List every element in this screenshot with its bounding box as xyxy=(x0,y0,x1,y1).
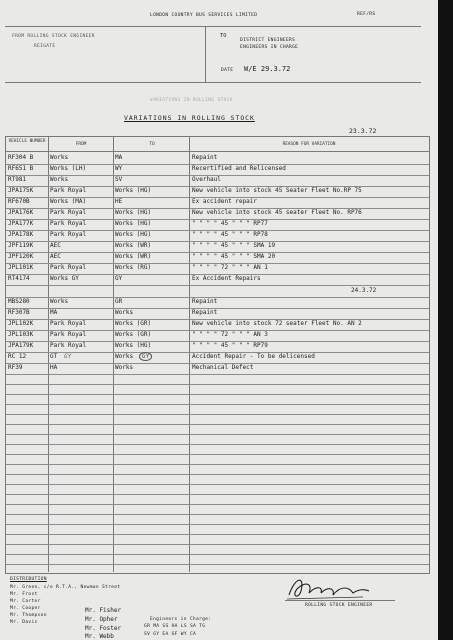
column-header-vehicle: VEHICLE NUMBER xyxy=(8,139,46,144)
cell-reason: " " " " 72 " " " AN 1 xyxy=(192,264,268,271)
cell-vehicle: MBS280 xyxy=(8,298,30,305)
cell-vehicle: RT4174 xyxy=(8,275,30,282)
header-rule-bottom xyxy=(5,82,421,83)
cell-vehicle: RT981 xyxy=(8,176,27,183)
cell-reason: Mechanical Defect xyxy=(192,364,254,371)
date-value: W/E 29.3.72 xyxy=(244,65,291,73)
cell-from: MA xyxy=(50,309,58,316)
cell-to: GY xyxy=(115,275,123,282)
cell-vehicle: JPA175K xyxy=(8,187,34,194)
cell-to: Works xyxy=(115,364,134,371)
cell-reason: Repaint xyxy=(192,298,218,305)
document-title: VARIATIONS IN ROLLING STOCK xyxy=(124,114,255,122)
distribution-item: Mr. Thompson xyxy=(10,613,47,618)
cell-vehicle: JPF119K xyxy=(8,242,34,249)
scan-edge xyxy=(438,0,453,640)
cell-reason: " " " " 72 " " " AN 3 xyxy=(192,331,268,338)
distribution-item: Mr. Frost xyxy=(10,592,38,597)
column-header-from: FROM xyxy=(75,142,87,147)
eic-codes-2: SV GY EA GF WY CA xyxy=(144,632,197,637)
to-label: TO xyxy=(220,33,227,39)
cell-reason: Ex accident repair xyxy=(192,198,258,205)
cell-vehicle: JPA176K xyxy=(8,209,34,216)
cell-vehicle: RF651 B xyxy=(8,165,34,172)
cell-reason: " " " " 45 " " " RP77 xyxy=(192,220,268,227)
header-divider xyxy=(205,26,206,82)
cell-to: Works (WR) xyxy=(115,242,152,249)
cell-to: Works xyxy=(115,353,134,360)
cell-reason: New vehicle into stock 45 Seater Fleet No.RP 75 xyxy=(192,187,362,194)
signature-title: ROLLING STOCK ENGINEER xyxy=(305,603,373,608)
typed-name: Mr. Webb xyxy=(85,633,114,640)
cell-from: Park Royal xyxy=(50,342,87,349)
cell-from: Park Royal xyxy=(50,187,87,194)
date-label: DATE xyxy=(221,68,234,73)
section-date-2: 24.3.72 xyxy=(351,287,377,294)
distribution-item: Mr. Carter xyxy=(10,599,41,604)
cell-vehicle: RF304 B xyxy=(8,154,34,161)
cell-from: Park Royal xyxy=(50,331,87,338)
cell-vehicle: RC 12 xyxy=(8,353,27,360)
cell-reason: Repaint xyxy=(192,154,218,161)
cell-from: Park Royal xyxy=(50,264,87,271)
cell-from: AEC xyxy=(50,242,61,249)
cell-to: Works (HG) xyxy=(115,342,152,349)
eic-codes: GR MA SS HA LS SA TG xyxy=(144,624,206,629)
cell-to: WY xyxy=(115,165,123,172)
eic-label: Engineers in Charge: xyxy=(150,617,212,622)
cell-vehicle: JPA179K xyxy=(8,342,34,349)
cell-vehicle: JPA178K xyxy=(8,231,34,238)
cell-vehicle: JPA177K xyxy=(8,220,34,227)
cell-to: MA xyxy=(115,154,123,161)
reference: REF/RS xyxy=(357,12,376,17)
cell-reason: Overhaul xyxy=(192,176,221,183)
cell-vehicle: JPL103K xyxy=(8,331,34,338)
header-rule xyxy=(5,26,421,27)
section-date-1: 23.3.72 xyxy=(349,127,377,135)
cell-from: Works GY xyxy=(50,275,79,282)
column-header-to: TO xyxy=(149,142,155,147)
cell-to: Works (RG) xyxy=(115,264,152,271)
distribution-label: DISTRIBUTION xyxy=(10,577,47,582)
cell-reason: New vehicle into stock 72 seater Fleet No. AN 2 xyxy=(192,320,362,327)
to-line-1: DISTRICT ENGINEERS xyxy=(240,38,296,43)
distribution-item: Mr. Cooper xyxy=(10,606,41,611)
cell-to: Works (HG) xyxy=(115,220,152,227)
cell-vehicle: JPL101K xyxy=(8,264,34,271)
cell-from: Works xyxy=(50,154,69,161)
cell-from: GT xyxy=(50,353,58,360)
distribution-item: Mr. Davis xyxy=(10,620,38,625)
cell-to: Works (HG) xyxy=(115,187,152,194)
typed-name: Mr. Foster xyxy=(85,625,122,632)
cell-from: Works (LH) xyxy=(50,165,87,172)
column-header-reason: REASON FOR VARIATION xyxy=(282,142,336,147)
cell-reason: " " " " 45 " " " SMA 19 xyxy=(192,242,276,249)
cell-from: Works xyxy=(50,298,69,305)
cell-reason: New vehicle into stock 45 seater Fleet No. RP76 xyxy=(192,209,362,216)
company-name: LONDON COUNTRY BUS SERVICES LIMITED xyxy=(150,13,258,18)
cell-from: Works (MA) xyxy=(50,198,87,205)
cell-to: Works xyxy=(115,309,134,316)
empty-row xyxy=(6,554,429,565)
cell-vehicle: JPF120K xyxy=(8,253,34,260)
cell-to: Works (HG) xyxy=(115,209,152,216)
cell-from: Park Royal xyxy=(50,220,87,227)
cell-from: Park Royal xyxy=(50,209,87,216)
cell-to: HE xyxy=(115,198,123,205)
cell-reason: Repaint xyxy=(192,309,218,316)
cell-reason: " " " " 45 " " " SMA 20 xyxy=(192,253,276,260)
cell-reason: Recertified and Relicensed xyxy=(192,165,286,172)
from-sub: REIGATE xyxy=(34,44,56,49)
cell-vehicle: JPL102K xyxy=(8,320,34,327)
cell-to: Works (WR) xyxy=(115,253,152,260)
cell-to: Works (GR) xyxy=(115,331,152,338)
cell-reason: " " " " 45 " " " RP79 xyxy=(192,342,268,349)
cell-vehicle: RF307B xyxy=(8,309,30,316)
cell-to: GR xyxy=(115,298,123,305)
signature-image xyxy=(283,573,373,603)
cell-to: Works (GR) xyxy=(115,320,152,327)
cell-vehicle: RF39 xyxy=(8,364,23,371)
faint-heading: VARIATIONS IN ROLLING STOCK xyxy=(150,98,233,103)
header-row-rule xyxy=(6,151,429,152)
handwritten-note: GY xyxy=(139,352,152,361)
from-block: FROM ROLLING STOCK ENGINEER xyxy=(12,34,95,39)
cell-from: AEC xyxy=(50,253,61,260)
cell-vehicle: RF670B xyxy=(8,198,30,205)
to-line-2: ENGINEERS IN CHARGE xyxy=(240,45,299,50)
cell-reason: Ex Accident Repairs xyxy=(192,275,261,282)
cell-from: Park Royal xyxy=(50,231,87,238)
cell-from: HA xyxy=(50,364,58,371)
cell-to: SV xyxy=(115,176,123,183)
cell-reason: " " " " 45 " " " RP78 xyxy=(192,231,268,238)
cell-to: Works (HG) xyxy=(115,231,152,238)
typed-name: Mr. Opher xyxy=(85,616,118,623)
handwritten-note: GY xyxy=(64,353,72,360)
typed-name: Mr. Fisher xyxy=(85,607,122,614)
signature-line xyxy=(285,600,395,601)
cell-reason: Accident Repair - To be delicensed xyxy=(192,353,315,360)
distribution-item: Mr. Green, c/o R.T.A., Newman Street xyxy=(10,585,121,590)
cell-from: Works xyxy=(50,176,69,183)
cell-from: Park Royal xyxy=(50,320,87,327)
